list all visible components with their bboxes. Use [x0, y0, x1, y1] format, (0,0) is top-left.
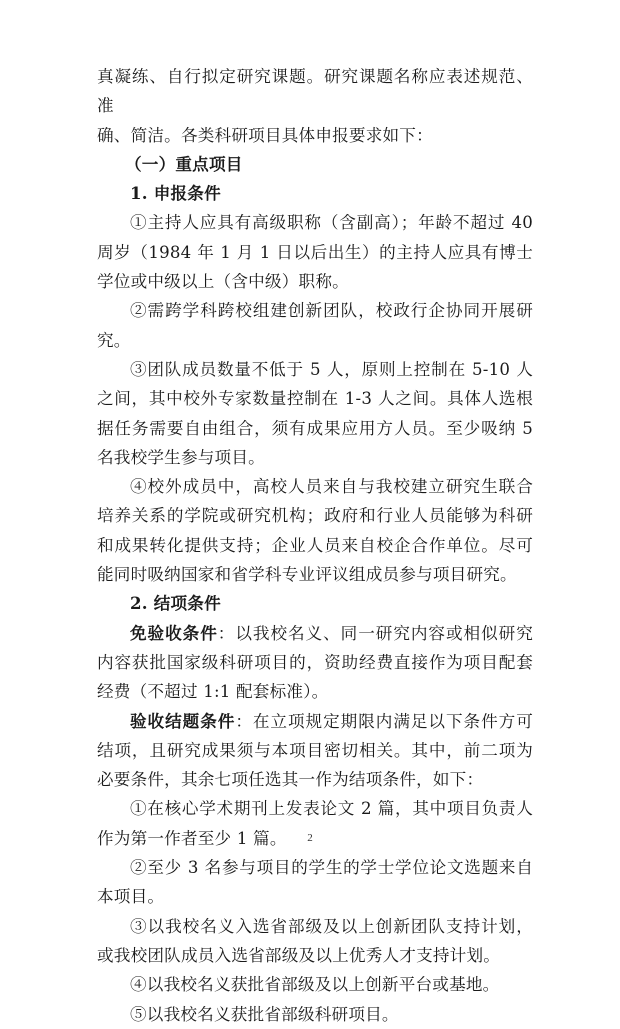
acceptance-conditions-text: ：在立项规定期限内满足以下条件方可结项，且研究成果须与本项目密切相关。其中，前二项为必要条件，其余七项任选其一作为结项条件，如下：: [97, 711, 533, 790]
condition-4: ④校外成员中，高校人员来自与我校建立研究生联合培养关系的学院或研究机构；政府和行业人员能够为科研和成果转化提供支持；企业人员来自校企合作单位。尽可能同时吸纳国家和省学科专业评议组成员参与项目研究。: [97, 477, 533, 585]
exempt-acceptance-label: 免验收条件: [130, 622, 218, 643]
condition-3: ③团队成员数量不低于 5 人，原则上控制在 5-10 人之间，其中校外专家数量控制在 1-3 人之间。具体人选根据任务需要自由组合，须有成果应用方人员。至少吸纳 5 名我校学生参与项目。: [97, 359, 533, 467]
page-number: 2: [307, 832, 313, 844]
intro-line-1: 真凝练、自行拟定研究课题。研究课题名称应表述规范、准: [97, 67, 533, 116]
heading-completion-conditions: 2. 结项条件: [130, 593, 221, 614]
heading-application-conditions: 1. 申报条件: [130, 183, 221, 204]
exempt-acceptance-text: ：以我校名义、同一研究内容或相似研究内容获批国家级科研项目的，资助经费直接作为项目配套经费（不超过 1:1 配套标准）。: [97, 623, 533, 702]
section-heading-key-projects: （一）重点项目: [125, 153, 243, 174]
condition-1: ①主持人应具有高级职称（含副高）；年龄不超过 40 周岁（1984 年 1 月 1 日以后出生）的主持人应具有博士学位或中级以上（含中级）职称。: [97, 213, 533, 292]
completion-item-1: ①在核心学术期刊上发表论文 2 篇，其中项目负责人作为第一作者至少 1 篇。: [97, 799, 533, 848]
exempt-acceptance-paragraph: [97, 619, 533, 707]
document-body: [97, 62, 533, 1029]
acceptance-conditions-label: 验收结题条件: [130, 710, 236, 731]
completion-item-2: ②至少 3 名参与项目的学生的学士学位论文选题来自本项目。: [97, 858, 533, 907]
acceptance-conditions-paragraph: [97, 707, 533, 795]
completion-item-4: ④以我校名义获批省部级及以上创新平台或基地。: [130, 975, 500, 995]
completion-item-3: ③以我校名义入选省部级及以上创新团队支持计划，或我校团队成员入选省部级及以上优秀人才支持计划。: [97, 916, 533, 965]
completion-item-5: ⑤以我校名义获批省部级科研项目。: [130, 1004, 399, 1024]
condition-2: ②需跨学科跨校组建创新团队，校政行企协同开展研究。: [97, 301, 533, 350]
intro-line-2: 确、简洁。各类科研项目具体申报要求如下：: [97, 125, 433, 145]
